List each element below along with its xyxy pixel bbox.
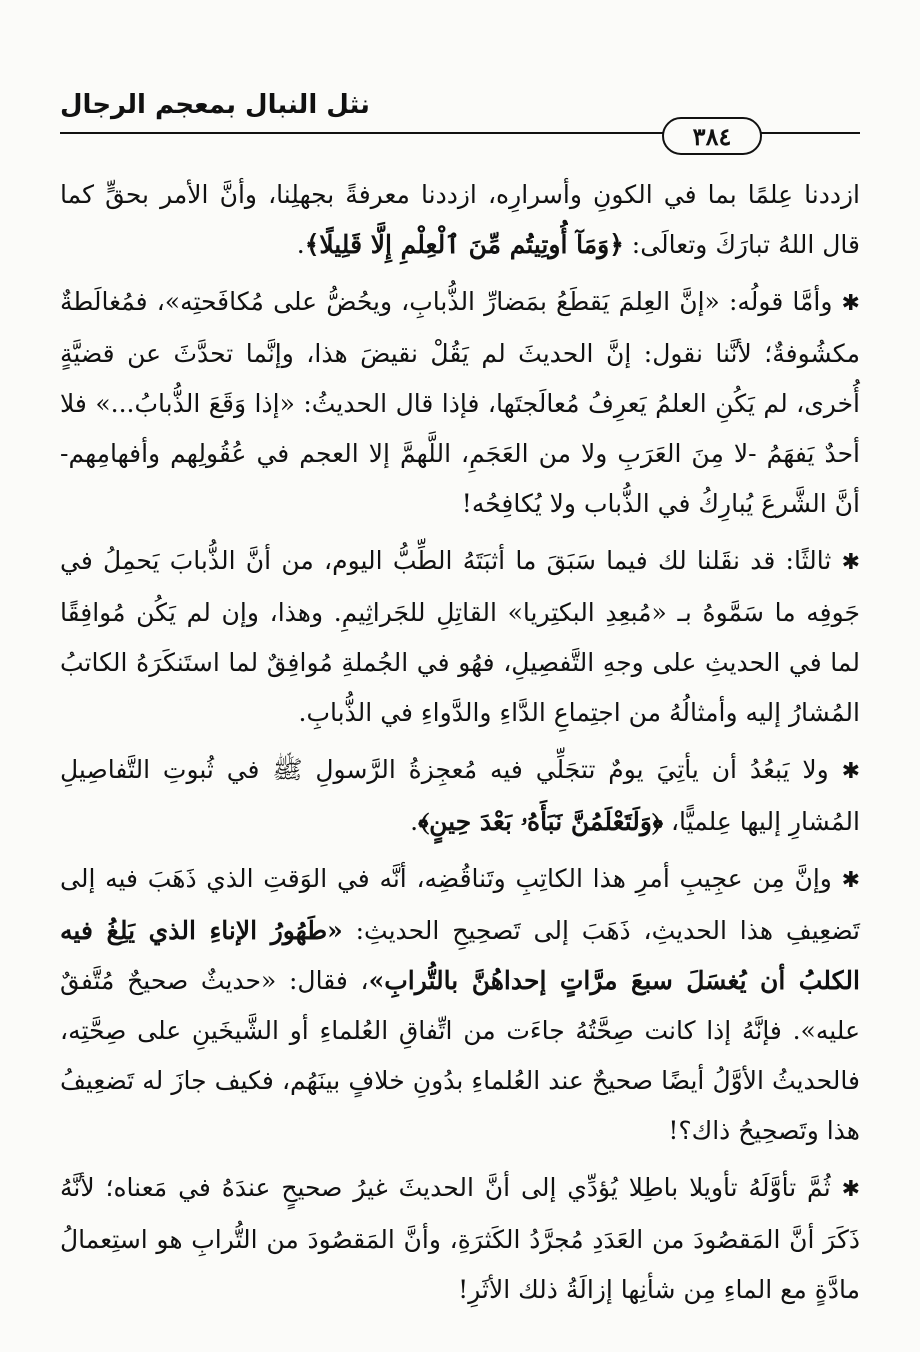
paragraph-4 xyxy=(60,745,860,847)
paragraph-5-text: وإنَّ مِن عجِيبِ أمرِ هذا الكاتِبِ وتَناقُضِه، أنَّه في الوَقتِ الذي ذَهَبَ فيه إلى تَضعِيفِ هذا الحديثِ، ذَهَبَ إلى تَصحِيحِ الحديثِ: xyxy=(60,864,860,945)
paragraph-6 xyxy=(60,1163,860,1315)
paragraph-1-end: . xyxy=(296,230,305,259)
paragraph-4-end: . xyxy=(410,807,419,836)
paragraph-3 xyxy=(60,536,860,738)
paragraph-5 xyxy=(60,854,860,1156)
paragraph-1 xyxy=(60,170,860,270)
page-number: ٣٨٤ xyxy=(662,117,762,155)
hadith-quote: «طَهُورُ الإناءِ الذي يَلِغُ فيه الكلبُ أن يُغسَلَ سبعَ مرَّاتٍ إحداهُنَّ بالتُّرابِ» xyxy=(60,916,860,995)
star-bullet-icon: ✱ xyxy=(841,759,861,784)
star-bullet-icon: ✱ xyxy=(841,868,860,893)
paragraph-4-text: ولا يَبعُدُ أن يأتِيَ يومٌ تتجَلِّي فيه مُعجِزةُ الرَّسولِ ﷺ في ثُبوتِ التَّفاصِيلِ المُشارِ إليها عِلميًّا، xyxy=(60,755,860,836)
body-text xyxy=(60,170,860,1315)
star-bullet-icon: ✱ xyxy=(841,1177,860,1202)
quran-verse-1: ﴿وَمَآ أُوتِيتُم مِّنَ ٱلْعِلْمِ إِلَّا قَلِيلًا﴾ xyxy=(304,230,624,259)
paragraph-5-rest: ، فقال: «حديثٌ صحيحٌ مُتَّفقٌ عليه». فإنَّهُ إذا كانت صِحَّتُهُ جاءَت من اتِّفاقِ العُلماءِ أو الشَّيخَينِ على صِحَّتِه، فالحديثُ الأوَّلُ أيضًا صحيحٌ عند العُلماءِ بدُونِ خلافٍ بينَهُم، فكيف جازَ له تَضعِيفُ هذا وتَصحِيحُ ذاك؟! xyxy=(60,966,860,1145)
paragraph-6-text: ثُمَّ تأوَّلَهُ تأويلا باطِلا يُؤدِّي إلى أنَّ الحديثَ غيرُ صحيحٍ عندَهُ في مَعناه؛ لأنَّهُ ذَكَرَ أنَّ المَقصُودَ من العَدَدِ مُجرَّدُ الكَثرَةِ، وأنَّ المَقصُودَ من التُّرابِ هو استِعمالُ مادَّةٍ مع الماءِ مِن شأنِها إزالَةُ ذلك الأثَرِ! xyxy=(60,1173,860,1304)
star-bullet-icon: ✱ xyxy=(841,291,860,316)
paragraph-2-text: وأمَّا قولُه: «إنَّ العِلمَ يَقطَعُ بمَضارِّ الذُّبابِ، ويحُضُّ على مُكافَحتِه»، فمُغالَطةٌ مكشُوفةٌ؛ لأنَّنا نقول: إنَّ الحديثَ لم يَقُلْ نقيضَ هذا، وإنَّما تحدَّثَ عن قضيَّةٍ أُخرى، لم يَكُنِ العلمُ يَعرِفُ مُعالَجتَها، فإذا قال الحديثُ: «إذا وَقَعَ الذُّبابُ...» فلا أحدٌ يَفهَمُ -لا مِنَ العَرَبِ ولا من العَجَمِ، اللَّهمَّ إلا العجم في عُقُولِهم وأفهامِهم- أنَّ الشَّرعَ يُبارِكُ في الذُّباب ولا يُكافِحُه! xyxy=(60,287,861,518)
paragraph-1-text: ازددنا عِلمًا بما في الكونِ وأسرارِه، ازددنا معرفةً بجهلِنا، وأنَّ الأمر بحقٍّ كما قال اللهُ تبارَكَ وتعالَى: xyxy=(60,180,860,259)
paragraph-2 xyxy=(60,277,860,529)
paragraph-3-text: ثالثًا: قد نقَلنا لك فيما سَبَقَ ما أثبَتَهُ الطِّبُّ اليوم، من أنَّ الذُّبابَ يَحمِلُ في جَوفِه ما سَمَّوهُ بـ «مُبعِدِ البكتِريا» القاتِلِ للجَراثِيمِ. وهذا، وإن لم يَكُن مُوافِقًا لما في الحديثِ على وجهِ التَّفصِيلِ، فهُو في الجُملةِ مُوافِقٌ لما استَنكَرَهُ الكاتبُ المُشارُ إليه وأمثالُهُ من اجتِماعِ الدَّاءِ والدَّواءِ في الذُّبابِ. xyxy=(60,546,860,727)
quran-verse-2: ﴿وَلَتَعْلَمُنَّ نَبَأَهُۥ بَعْدَ حِينٍ﴾ xyxy=(418,807,664,836)
star-bullet-icon: ✱ xyxy=(841,550,860,575)
running-title: نثل النبال بمعجم الرجال xyxy=(60,90,370,120)
